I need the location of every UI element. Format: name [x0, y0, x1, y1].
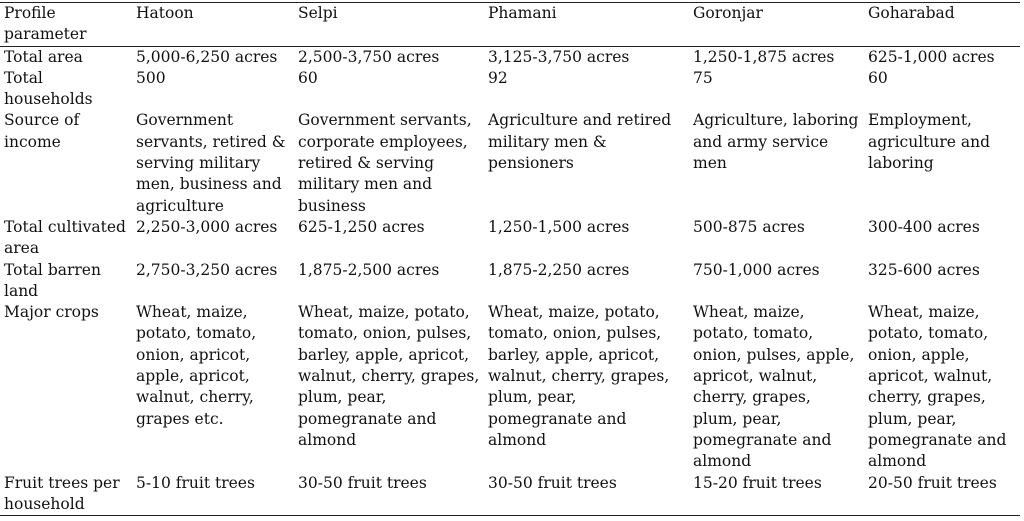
table-cell: 30-50 fruit trees — [488, 473, 617, 492]
table-cell: 500 — [136, 68, 166, 87]
table-cell: 2,750-3,250 acres — [136, 260, 278, 279]
table-cell: 625-1,250 acres — [298, 217, 425, 236]
header-phamani: Phamani — [488, 4, 557, 22]
table-cell: Wheat, maize, potato, tomato, onion, pulses, apple, apricot, walnut, cherry, grapes, plum, pear, pomegranate and almond — [693, 303, 855, 471]
table-cell: 750-1,000 acres — [693, 260, 820, 279]
table-cell: Employment, agriculture and laboring — [868, 111, 991, 173]
table-cell: 15-20 fruit trees — [693, 473, 822, 492]
header-selpi: Selpi — [298, 4, 338, 22]
header-profile-parameter: Profile parameter — [4, 4, 87, 44]
table-cell: 1,250-1,500 acres — [488, 217, 630, 236]
table-cell: 1,875-2,250 acres — [488, 260, 630, 279]
header-hatoon: Hatoon — [136, 4, 194, 22]
row-label: Fruit trees per household — [4, 473, 120, 513]
table-cell: 2,250-3,000 acres — [136, 217, 278, 236]
table-row — [0, 110, 1020, 216]
table-body — [0, 46, 1020, 516]
header-goronjar: Goronjar — [693, 4, 763, 22]
table-cell: 5-10 fruit trees — [136, 473, 255, 492]
table-row — [0, 302, 1020, 472]
table-cell: Government servants, corporate employees, retired & serving military men and business — [298, 111, 472, 215]
header-row — [0, 3, 1020, 47]
table-cell: Wheat, maize, potato, tomato, onion, apricot, apple, apricot, walnut, cherry, grapes etc. — [136, 303, 257, 428]
table-cell: 60 — [298, 68, 318, 87]
table-cell: 500-875 acres — [693, 217, 805, 236]
table-cell: 300-400 acres — [868, 217, 980, 236]
row-label: Source of income — [4, 111, 80, 151]
table-cell: 75 — [693, 68, 713, 87]
row-label: Total cultivated area — [4, 217, 126, 258]
table-cell: 20-50 fruit trees — [868, 473, 997, 492]
table-cell: 60 — [868, 68, 888, 87]
table-row — [0, 260, 1020, 303]
table-row — [0, 473, 1020, 516]
row-label: Total households — [4, 68, 93, 109]
table-cell: Agriculture, laboring and army service men — [693, 111, 859, 173]
table-row — [0, 217, 1020, 260]
row-label: Total barren land — [4, 260, 101, 300]
table-cell: 1,250-1,875 acres — [693, 47, 835, 66]
row-label: Total area — [4, 47, 83, 66]
table-row — [0, 68, 1020, 111]
table-cell: 1,875-2,500 acres — [298, 260, 440, 279]
table-cell: Wheat, maize, potato, tomato, onion, pulses, barley, apple, apricot, walnut, cherry, grapes, plum, pear, pomegranate and almond — [298, 303, 480, 449]
table-cell: Wheat, maize, potato, tomato, onion, apple, apricot, walnut, cherry, grapes, plum, pear, pomegranate and almond — [868, 303, 1007, 471]
table-cell: 3,125-3,750 acres — [488, 47, 630, 66]
table-cell: 30-50 fruit trees — [298, 473, 427, 492]
table-header — [0, 3, 1020, 47]
village-profile-table — [0, 2, 1020, 516]
table-cell: Agriculture and retired military men & pensioners — [488, 111, 672, 173]
table-cell: 5,000-6,250 acres — [136, 47, 278, 66]
table-row — [0, 46, 1020, 68]
table-cell: 325-600 acres — [868, 260, 980, 279]
table-cell: Wheat, maize, potato, tomato, onion, pulses, barley, apple, apricot, walnut, cherry, grapes, plum, pear, pomegranate and almond — [488, 303, 670, 449]
row-label: Major crops — [4, 303, 99, 322]
table-cell: Government servants, retired & serving military men, business and agriculture — [136, 111, 286, 215]
table-cell: 2,500-3,750 acres — [298, 47, 440, 66]
table-cell: 625-1,000 acres — [868, 47, 995, 66]
table-cell: 92 — [488, 68, 508, 87]
header-goharabad: Goharabad — [868, 4, 955, 22]
